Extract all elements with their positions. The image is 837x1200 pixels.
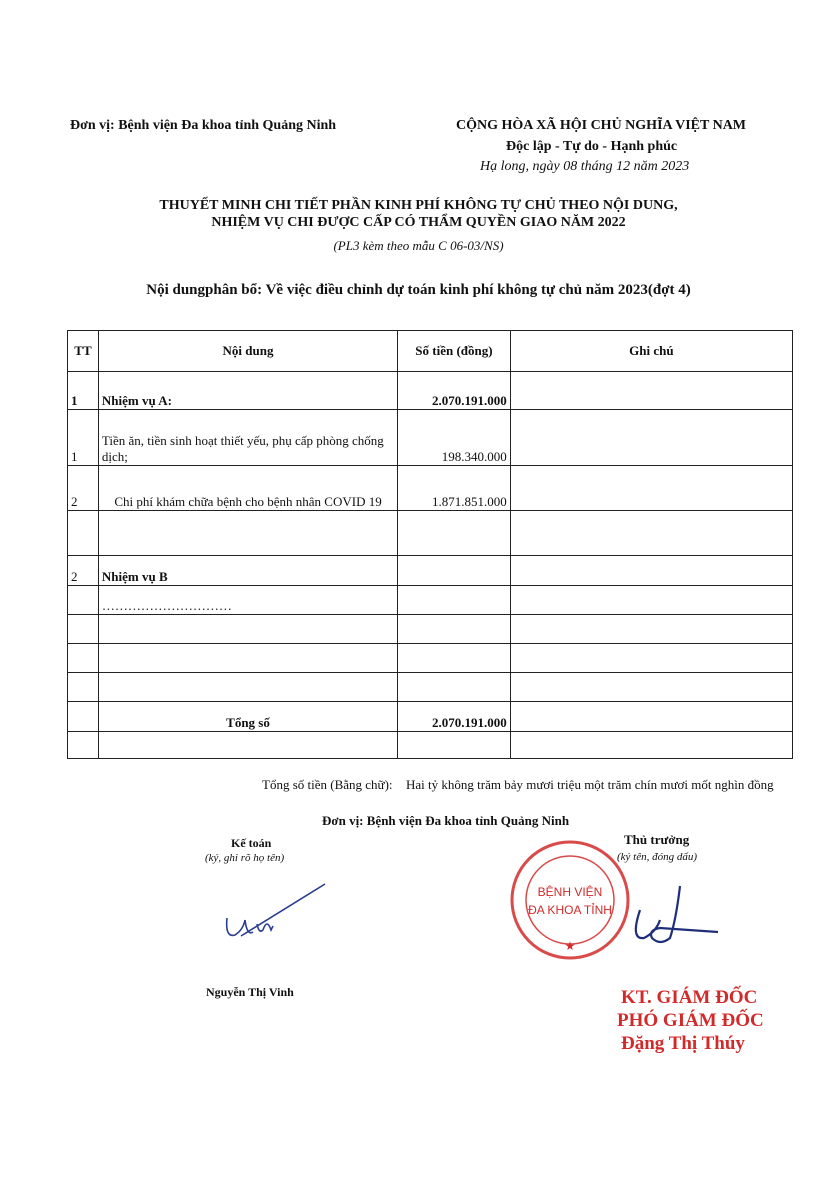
doc-title-line1: THUYẾT MINH CHI TIẾT PHẦN KINH PHÍ KHÔNG TỰ CHỦ THEO NỘI DUNG, [159, 198, 678, 213]
head-subtitle: (ký tên, đóng dấu) [617, 851, 698, 863]
table-row [68, 644, 793, 673]
row-content: Chi phí khám chữa bệnh cho bệnh nhân COVID 19 [98, 466, 397, 511]
row-amount: 198.340.000 [398, 410, 511, 466]
row-note [510, 702, 792, 732]
table-row [68, 732, 793, 759]
budget-table [67, 330, 793, 759]
table-header-row [68, 331, 793, 372]
stamp-text-2: ĐA KHOA TỈNH [528, 903, 612, 917]
row-note [510, 586, 792, 615]
accountant-signature [215, 880, 335, 950]
row-content [98, 732, 397, 759]
deputy-director-name: Đặng Thị Thúy [621, 1033, 745, 1054]
row-tt [68, 673, 99, 702]
row-content: Tổng số [98, 702, 397, 732]
header-note: Ghi chú [510, 331, 792, 372]
row-amount [398, 615, 511, 644]
row-note [510, 466, 792, 511]
table-row-total [68, 702, 793, 732]
row-tt [68, 615, 99, 644]
row-content [98, 673, 397, 702]
row-content: Nhiệm vụ B [98, 556, 397, 586]
row-tt [68, 732, 99, 759]
row-note [510, 644, 792, 673]
stamp-text-1: BỆNH VIỆN [537, 885, 603, 899]
row-amount [398, 556, 511, 586]
table-row [68, 586, 793, 615]
row-note [510, 732, 792, 759]
head-title: Thủ trưởng [624, 832, 690, 847]
header-content: Nội dung [98, 331, 397, 372]
motto: Độc lập - Tự do - Hạnh phúc [506, 139, 678, 154]
row-tt: 1 [68, 410, 99, 466]
accountant-subtitle: (ký, ghi rõ họ tên) [205, 852, 285, 864]
stamp-star: ★ [564, 939, 576, 953]
row-note [510, 556, 792, 586]
row-note [510, 673, 792, 702]
row-tt [68, 702, 99, 732]
header-tt: TT [68, 331, 99, 372]
unit-name: Đơn vị: Bệnh viện Đa khoa tỉnh Quảng Ninh [70, 118, 337, 133]
row-tt [68, 511, 99, 556]
row-content: Tiền ăn, tiền sinh hoạt thiết yếu, phụ cấp phòng chống dịch; [98, 410, 397, 466]
accountant-name: Nguyễn Thị Vinh [206, 985, 294, 999]
table-row [68, 615, 793, 644]
row-amount [398, 586, 511, 615]
row-note [510, 372, 792, 410]
row-content: Nhiệm vụ A: [98, 372, 397, 410]
doc-title-line2: NHIỆM VỤ CHI ĐƯỢC CẤP CÓ THẨM QUYỀN GIAO NĂM 2022 [211, 215, 626, 230]
row-content [98, 511, 397, 556]
total-words-label: Tổng số tiền (Bằng chữ): [262, 777, 393, 792]
doc-subtitle: (PL3 kèm theo mẫu C 06-03/NS) [333, 238, 504, 253]
row-amount [398, 732, 511, 759]
director-signature [600, 880, 730, 960]
row-tt [68, 644, 99, 673]
table-row [68, 511, 793, 556]
row-tt: 1 [68, 372, 99, 410]
signature-unit: Đơn vị: Bệnh viện Đa khoa tỉnh Quảng Ninh [322, 813, 570, 828]
row-amount [398, 644, 511, 673]
row-amount [398, 673, 511, 702]
row-amount [398, 511, 511, 556]
total-words-value: Hai tỷ không trăm bảy mươi triệu một trăm chín mươi mốt nghìn đồng [406, 777, 774, 792]
row-tt [68, 586, 99, 615]
row-amount: 1.871.851.000 [398, 466, 511, 511]
deputy-director-label: PHÓ GIÁM ĐỐC [617, 1010, 764, 1031]
table-row [68, 556, 793, 586]
table-row [68, 466, 793, 511]
kt-director-label: KT. GIÁM ĐỐC [621, 987, 758, 1008]
row-content [98, 644, 397, 673]
date-line: Hạ long, ngày 08 tháng 12 năm 2023 [480, 159, 690, 174]
row-amount: 2.070.191.000 [398, 372, 511, 410]
republic-title: CỘNG HÒA XÃ HỘI CHỦ NGHĨA VIỆT NAM [456, 118, 747, 133]
row-content [98, 615, 397, 644]
table-row [68, 372, 793, 410]
row-amount: 2.070.191.000 [398, 702, 511, 732]
allocation-line: Nội dungphân bổ: Về việc điều chỉnh dự toán kinh phí không tự chủ năm 2023(đợt 4) [146, 282, 691, 298]
table-row [68, 410, 793, 466]
row-content: ………………………… [98, 586, 397, 615]
row-tt: 2 [68, 466, 99, 511]
row-note [510, 511, 792, 556]
accountant-title: Kế toán [231, 836, 272, 850]
table-row [68, 673, 793, 702]
row-note [510, 410, 792, 466]
row-tt: 2 [68, 556, 99, 586]
row-note [510, 615, 792, 644]
header-amount: Số tiền (đồng) [398, 331, 511, 372]
